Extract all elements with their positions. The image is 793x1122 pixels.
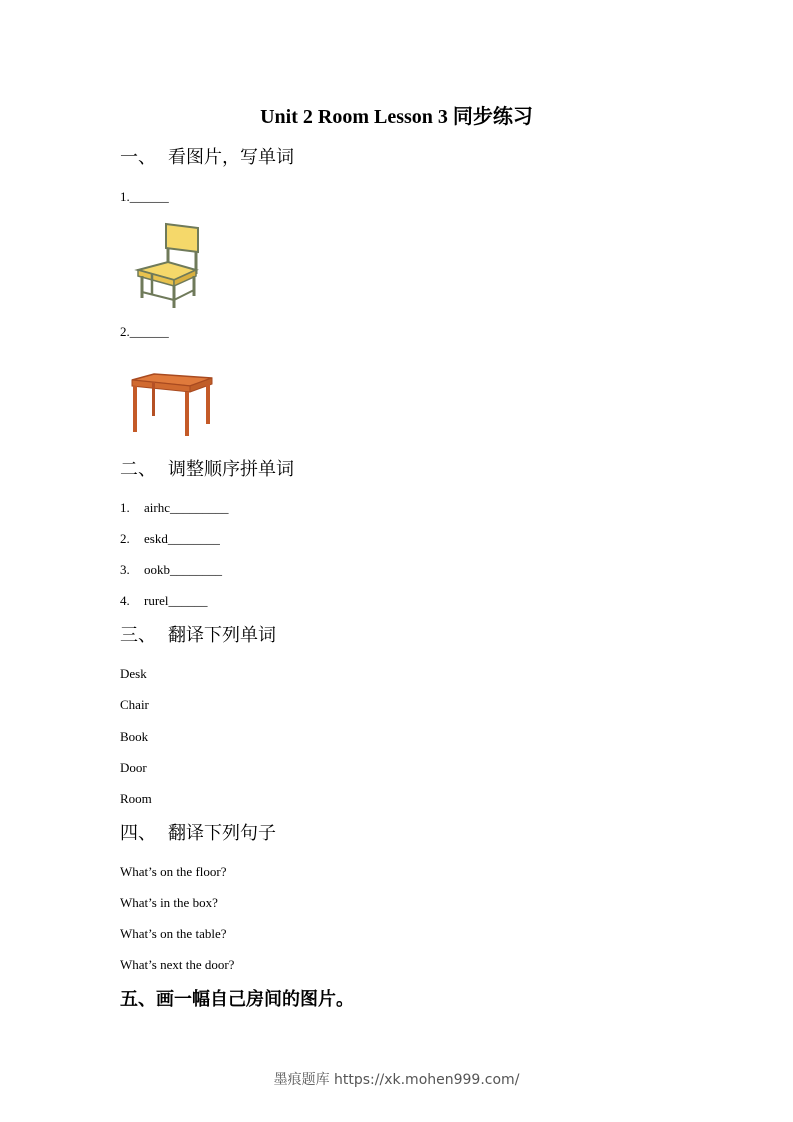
s1-item-2 bbox=[120, 323, 169, 341]
s4-sentence-1: What’s on the floor? bbox=[120, 864, 227, 879]
section-2-number: 二、 bbox=[120, 459, 156, 480]
table-image bbox=[128, 370, 214, 438]
s1-item-1-blank: ______ bbox=[129, 189, 169, 204]
footer-watermark: 墨痕题库 https://xk.mohen999.com/ bbox=[273, 1072, 520, 1088]
section-2-heading bbox=[120, 458, 294, 482]
s2-item-1-number: 1. bbox=[120, 500, 130, 515]
page-title: Unit 2 Room Lesson 3 同步练习 bbox=[260, 106, 533, 128]
section-4-title: 翻译下列句子 bbox=[168, 823, 276, 844]
section-1-number: 一、 bbox=[120, 147, 156, 168]
section-3-title: 翻译下列单词 bbox=[168, 625, 276, 646]
s3-word-1: Desk bbox=[120, 666, 147, 681]
s2-item-2 bbox=[120, 530, 220, 548]
section-3-heading bbox=[120, 624, 276, 648]
chair-image bbox=[128, 218, 208, 312]
section-3-number: 三、 bbox=[120, 625, 156, 646]
s1-item-1 bbox=[120, 188, 169, 206]
section-4-heading bbox=[120, 822, 276, 846]
section-1-title: 看图片，写单词 bbox=[168, 147, 294, 168]
s4-sentence-2: What’s in the box? bbox=[120, 895, 218, 910]
section-4-number: 四、 bbox=[120, 823, 156, 844]
s1-item-2-blank: ______ bbox=[129, 324, 169, 339]
s2-item-3 bbox=[120, 561, 222, 579]
s4-sentence-4: What’s next the door? bbox=[120, 957, 235, 972]
s2-item-3-text: ookb________ bbox=[144, 562, 222, 577]
s3-word-4: Door bbox=[120, 760, 147, 775]
s2-item-2-text: eskd________ bbox=[144, 531, 220, 546]
section-1-heading bbox=[120, 146, 294, 170]
s2-item-3-number: 3. bbox=[120, 562, 130, 577]
s2-item-1-text: airhc_________ bbox=[144, 500, 229, 515]
section-2-title: 调整顺序拼单词 bbox=[168, 459, 294, 480]
s3-word-5: Room bbox=[120, 791, 152, 806]
s2-item-2-number: 2. bbox=[120, 531, 130, 546]
s2-item-4-number: 4. bbox=[120, 593, 130, 608]
s2-item-1 bbox=[120, 499, 228, 517]
s3-word-3: Book bbox=[120, 729, 149, 744]
section-5-heading: 五、画一幅自己房间的图片。 bbox=[120, 989, 354, 1010]
s4-sentence-3: What’s on the table? bbox=[120, 926, 227, 941]
s1-item-2-number: 2. bbox=[120, 324, 130, 339]
s3-word-2: Chair bbox=[120, 697, 149, 712]
s1-item-1-number: 1. bbox=[120, 189, 130, 204]
s2-item-4 bbox=[120, 592, 208, 610]
s2-item-4-text: rurel______ bbox=[144, 593, 208, 608]
